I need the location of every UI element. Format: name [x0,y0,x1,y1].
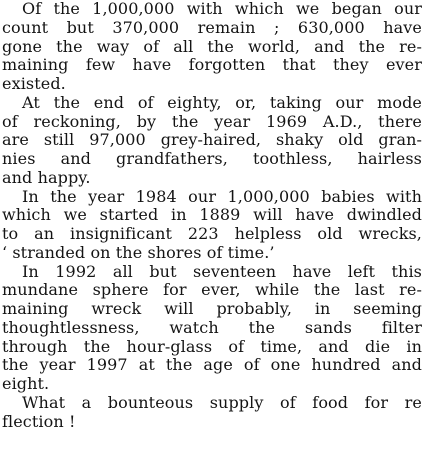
text-line: In the year 1984 our 1,000,000 babies with [22,186,422,206]
text-line: the year 1997 at the age of one hundred and [2,355,422,375]
text-line: are still 97,000 grey-haired, shaky old gran- [2,130,422,150]
text-line: thoughtlessness, watch the sands filter [2,317,422,337]
text-line: Of the 1,000,000 with which we began our [22,0,422,18]
text-line: through the hour-glass of time, and die in [2,336,422,356]
text-line: which we started in 1889 will have dwindled [2,205,422,225]
text-line: maining few have forgotten that they ever [2,55,422,75]
text-line: eight. [2,374,50,393]
paragraph-2 [0,94,426,188]
paragraph-3 [0,188,426,263]
text-line: mundane sphere for ever, while the last re- [2,280,422,300]
text-line: nies and grandfathers, toothless, hairless [2,149,422,168]
text-line: ‘ stranded on the shores of time.’ [2,242,275,262]
text-line: existed. [2,74,66,93]
text-line: to an insignificant 223 helpless old wrecks, [2,224,422,243]
text-line: of reckoning, by the year 1969 A.D., there [2,111,422,131]
text-line: and happy. [2,167,91,187]
text-line: count but 370,000 remain ; 630,000 have [2,17,422,37]
text-line: What a bounteous supply of food for re [22,392,422,412]
paragraph-1 [0,0,426,94]
text-line: At the end of eighty, or, taking our mode [22,92,422,112]
text-line: In 1992 all but seventeen have left this [22,261,422,281]
text-line: flection ! [2,411,76,431]
text-line: maining wreck will probably, in seeming [2,299,422,318]
text-line: gone the way of all the world, and the re- [2,36,422,56]
paragraph-5 [0,394,426,432]
paragraph-4 [0,263,426,394]
